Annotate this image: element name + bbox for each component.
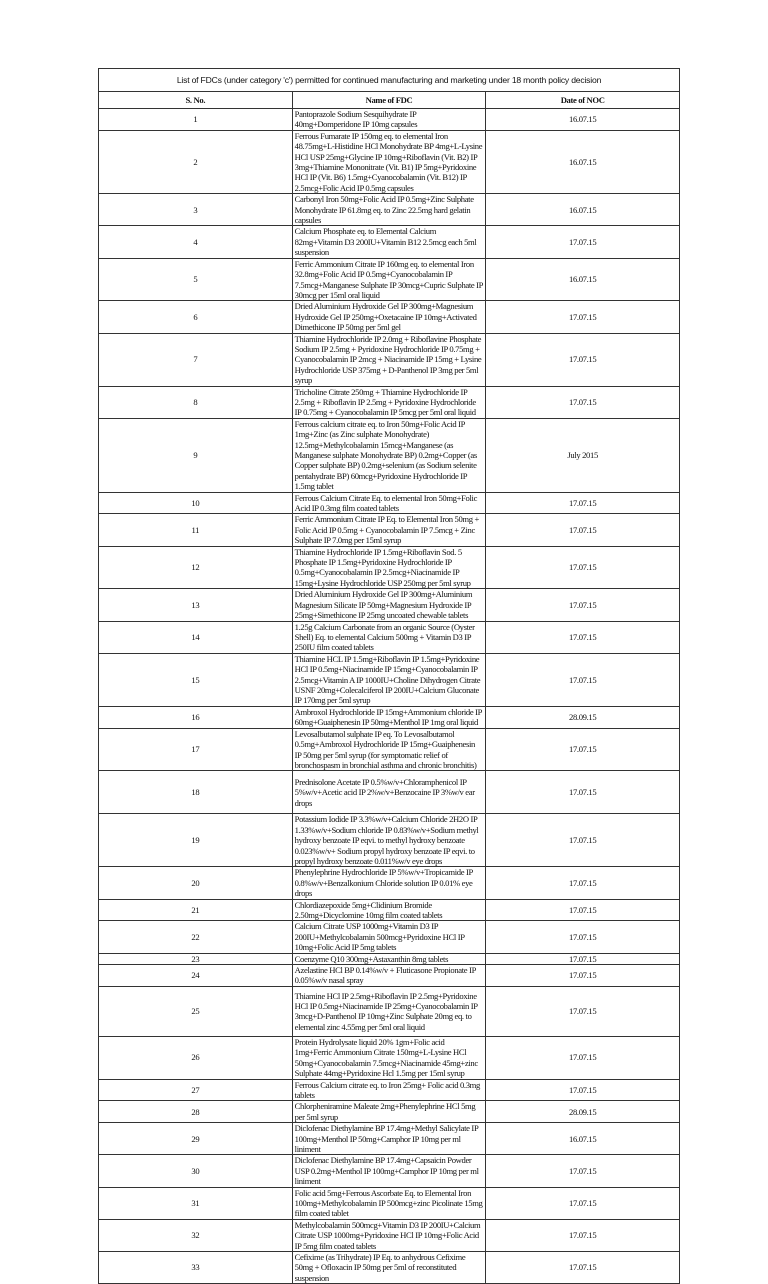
table-row bbox=[99, 226, 680, 258]
row-sno: 3 bbox=[99, 194, 293, 226]
row-noc-date: 17.07.15 bbox=[486, 953, 680, 964]
row-fdc-name: Diclofenac Diethylamine BP 17.4mg+Capsaicin Powder USP 0.2mg+Menthol IP 100mg+Camphor IP 10mg per ml liniment bbox=[292, 1155, 486, 1187]
table-row bbox=[99, 814, 680, 867]
row-sno: 14 bbox=[99, 621, 293, 653]
row-noc-date: 17.07.15 bbox=[486, 899, 680, 921]
row-noc-date: 17.07.15 bbox=[486, 728, 680, 771]
table-row bbox=[99, 194, 680, 226]
row-sno: 4 bbox=[99, 226, 293, 258]
fdc-table bbox=[98, 68, 680, 1284]
table-row bbox=[99, 258, 680, 301]
row-noc-date: 17.07.15 bbox=[486, 814, 680, 867]
table-row bbox=[99, 1101, 680, 1123]
row-fdc-name: Thiamine Hydrochloride IP 1.5mg+Riboflavin Sod. 5 Phosphate IP 1.5mg+Pyridoxine Hydrochloride IP 0.5mg+Cyanocobalamin IP 2.5mcg+Niacinamide IP 15mg+Lysine Hydrochloride USP 250mg per 5ml syrup bbox=[292, 546, 486, 589]
row-sno: 27 bbox=[99, 1079, 293, 1101]
row-noc-date: 17.07.15 bbox=[486, 514, 680, 546]
table-row bbox=[99, 899, 680, 921]
row-fdc-name: Dried Aluminium Hydroxide Gel IP 300mg+Aluminium Magnesium Silicate IP 50mg+Magnesium Hydroxide IP 25mg+Simethicone IP 25mg uncoated chewable tablets bbox=[292, 589, 486, 621]
row-sno: 29 bbox=[99, 1123, 293, 1155]
row-sno: 15 bbox=[99, 653, 293, 706]
row-fdc-name: Azelastine HCl BP 0.14%w/v + Fluticasone Propionate IP 0.05%w/v nasal spray bbox=[292, 965, 486, 987]
row-sno: 23 bbox=[99, 953, 293, 964]
table-row bbox=[99, 1123, 680, 1155]
table-row bbox=[99, 1036, 680, 1079]
row-fdc-name: Protein Hydrolysate liquid 20% 1gm+Folic acid 1mg+Ferric Ammonium Citrate 150mg+L-Lysine HCl 50mg+Cyanocobalamin 7.5mcg+Niacinamide 45mg+zinc Sulphate 44mg+Pyridoxine Hcl 1.5mg per 15ml syrup bbox=[292, 1036, 486, 1079]
table-row bbox=[99, 130, 680, 193]
row-noc-date: 17.07.15 bbox=[486, 921, 680, 953]
row-sno: 16 bbox=[99, 706, 293, 728]
table-row bbox=[99, 1079, 680, 1101]
table-row bbox=[99, 986, 680, 1036]
table-row bbox=[99, 653, 680, 706]
row-fdc-name: Phenylephrine Hydrochloride IP 5%w/v+Tropicamide IP 0.8%w/v+Benzalkonium Chloride solution IP 0.01% eye drops bbox=[292, 867, 486, 899]
row-noc-date: 17.07.15 bbox=[486, 986, 680, 1036]
row-fdc-name: Diclofenac Diethylamine BP 17.4mg+Methyl Salicylate IP 100mg+Menthol IP 50mg+Camphor IP 10mg per ml liniment bbox=[292, 1123, 486, 1155]
row-sno: 30 bbox=[99, 1155, 293, 1187]
table-row bbox=[99, 1187, 680, 1219]
column-header-date: Date of NOC bbox=[486, 92, 680, 109]
row-fdc-name: Ferrous calcium citrate eq. to Iron 50mg+Folic Acid IP 1mg+Zinc (as Zinc sulphate Monohydrate) 12.5mg+Methylcobalamin 15mcg+Manganese (as Manganese sulphate Monohydrate BP) 0.2mg+Copper (as Copper sulphate BP) 0.2mg+selenium (as Sodium selenite pentahydrate BP) 60mcg+Pyridoxine Hydrochloride IP 1.5mg tablet bbox=[292, 418, 486, 492]
row-fdc-name: 1.25g Calcium Carbonate from an organic Source (Oyster Shell) Eq. to elemental Calcium 500mg + Vitamin D3 IP 250IU film coated tablets bbox=[292, 621, 486, 653]
table-row bbox=[99, 1155, 680, 1187]
table-row bbox=[99, 771, 680, 814]
row-fdc-name: Ferrous Calcium citrate eq. to Iron 25mg+ Folic acid 0.3mg tablets bbox=[292, 1079, 486, 1101]
row-noc-date: July 2015 bbox=[486, 418, 680, 492]
row-sno: 19 bbox=[99, 814, 293, 867]
row-fdc-name: Ferrous Calcium Citrate Eq. to elemental Iron 50mg+Folic Acid IP 0.3mg film coated tablets bbox=[292, 492, 486, 514]
row-sno: 21 bbox=[99, 899, 293, 921]
row-sno: 26 bbox=[99, 1036, 293, 1079]
row-fdc-name: Calcium Citrate USP 1000mg+Vitamin D3 IP 200IU+Methylcobalamin 500mcg+Pyridoxine HCl IP 10mg+Folic Acid IP 5mg tablets bbox=[292, 921, 486, 953]
row-fdc-name: Ferrous Fumarate IP 150mg eq. to elemental Iron 48.75mg+L-Histidine HCl Monohydrate BP 4mg+L-Lysine HCl USP 25mg+Glycine IP 10mg+Riboflavin (Vit. B2) IP 3mg+Thiamine Mononitrate (Vit. B1) IP 5mg+Pyridoxine HCl IP (Vit. B6) 1.5mg+Cyanocobalamin (Vit. B12) IP 2.5mcg+Folic Acid IP 0.5mg capsules bbox=[292, 130, 486, 193]
row-sno: 33 bbox=[99, 1252, 293, 1284]
row-fdc-name: Calcium Phosphate eq. to Elemental Calcium 82mg+Vitamin D3 200IU+Vitamin B12 2.5mcg each 5ml suspension bbox=[292, 226, 486, 258]
table-row bbox=[99, 514, 680, 546]
row-fdc-name: Prednisolone Acetate IP 0.5%w/v+Chloramphenicol IP 5%w/v+Acetic acid IP 2%w/v+Benzocaine IP 3%w/v ear drops bbox=[292, 771, 486, 814]
table-row bbox=[99, 418, 680, 492]
row-noc-date: 17.07.15 bbox=[486, 1036, 680, 1079]
table-row bbox=[99, 1252, 680, 1284]
row-sno: 7 bbox=[99, 333, 293, 386]
column-header-sno: S. No. bbox=[99, 92, 293, 109]
table-row bbox=[99, 589, 680, 621]
row-fdc-name: Tricholine Citrate 250mg + Thiamine Hydrochloride IP 2.5mg + Riboflavin IP 2.5mg + Pyridoxine Hydrochloride IP 0.75mg + Cyanocobalamin IP 5mcg per 5ml oral liquid bbox=[292, 386, 486, 418]
table-row bbox=[99, 953, 680, 964]
table-row bbox=[99, 728, 680, 771]
table-row bbox=[99, 867, 680, 899]
table-row bbox=[99, 546, 680, 589]
row-noc-date: 16.07.15 bbox=[486, 130, 680, 193]
row-noc-date: 17.07.15 bbox=[486, 226, 680, 258]
row-noc-date: 17.07.15 bbox=[486, 653, 680, 706]
row-noc-date: 17.07.15 bbox=[486, 301, 680, 333]
row-fdc-name: Dried Aluminium Hydroxide Gel IP 300mg+Magnesium Hydroxide Gel IP 250mg+Oxetacaine IP 10mg+Activated Dimethicone IP 50mg per 5ml gel bbox=[292, 301, 486, 333]
row-noc-date: 17.07.15 bbox=[486, 589, 680, 621]
row-fdc-name: Ferric Ammonium Citrate IP Eq. to Elemental Iron 50mg + Folic Acid IP 0.5mg + Cyanocobalamin IP 7.5mcg + Zinc Sulphate IP 7.0mg per 15ml syrup bbox=[292, 514, 486, 546]
row-fdc-name: Ambroxol Hydrochloride IP 15mg+Ammonium chloride IP 60mg+Guaiphenesin IP 50mg+Menthol IP 1mg oral liquid bbox=[292, 706, 486, 728]
row-noc-date: 28.09.15 bbox=[486, 706, 680, 728]
row-noc-date: 17.07.15 bbox=[486, 1155, 680, 1187]
row-sno: 2 bbox=[99, 130, 293, 193]
row-fdc-name: Thiamine HCl IP 2.5mg+Riboflavin IP 2.5mg+Pyridoxine HCl IP 0.5mg+Niacinamide IP 25mg+Cyanocobalamin IP 3mcg+D-Panthenol IP 10mg+Zinc Sulphate 20mg eq. to elemental zinc 4.55mg per 5ml oral liquid bbox=[292, 986, 486, 1036]
row-noc-date: 17.07.15 bbox=[486, 492, 680, 514]
table-row bbox=[99, 109, 680, 131]
row-noc-date: 17.07.15 bbox=[486, 1187, 680, 1219]
row-sno: 22 bbox=[99, 921, 293, 953]
row-sno: 31 bbox=[99, 1187, 293, 1219]
row-sno: 25 bbox=[99, 986, 293, 1036]
table-row bbox=[99, 492, 680, 514]
row-noc-date: 17.07.15 bbox=[486, 1252, 680, 1284]
row-fdc-name: Ferric Ammonium Citrate IP 160mg eq. to elemental Iron 32.8mg+Folic Acid IP 0.5mg+Cyanocobalamin IP 7.5mcg+Manganese Sulphate IP 30mcg+Cupric Sulphate IP 30mcg per 15ml oral liquid bbox=[292, 258, 486, 301]
row-sno: 18 bbox=[99, 771, 293, 814]
row-fdc-name: Thiamine HCL IP 1.5mg+Riboflavin IP 1.5mg+Pyridoxine HCl IP 0.5mg+Niacinamide IP 15mg+Cyanocobalamin IP 2.5mcg+Vitamin A IP 1000IU+Choline Dihydrogen Citrate USNF 20mg+Colecalciferol IP 200IU+Calcium Gluconate IP 170mg per 5ml syrup bbox=[292, 653, 486, 706]
row-fdc-name: Chlorpheniramine Maleate 2mg+Phenylephrine HCl 5mg per 5ml syrup bbox=[292, 1101, 486, 1123]
row-noc-date: 17.07.15 bbox=[486, 333, 680, 386]
row-sno: 5 bbox=[99, 258, 293, 301]
row-noc-date: 28.09.15 bbox=[486, 1101, 680, 1123]
row-noc-date: 17.07.15 bbox=[486, 1219, 680, 1251]
row-noc-date: 16.07.15 bbox=[486, 258, 680, 301]
table-row bbox=[99, 965, 680, 987]
row-sno: 24 bbox=[99, 965, 293, 987]
table-row bbox=[99, 386, 680, 418]
row-noc-date: 16.07.15 bbox=[486, 194, 680, 226]
table-row bbox=[99, 921, 680, 953]
row-sno: 8 bbox=[99, 386, 293, 418]
row-sno: 32 bbox=[99, 1219, 293, 1251]
table-row bbox=[99, 1219, 680, 1251]
row-noc-date: 17.07.15 bbox=[486, 621, 680, 653]
row-fdc-name: Levosalbutamol sulphate IP eq. To Levosalbutamol 0.5mg+Ambroxol Hydrochloride IP 15mg+Guaiphenesin IP 50mg per 5ml syrup (for symptomatic relief of bronchospasm in bronchial asthma and chronic bronchitis) bbox=[292, 728, 486, 771]
row-sno: 13 bbox=[99, 589, 293, 621]
table-row bbox=[99, 621, 680, 653]
row-sno: 6 bbox=[99, 301, 293, 333]
row-sno: 11 bbox=[99, 514, 293, 546]
row-fdc-name: Chlordiazepoxide 5mg+Clidinium Bromide 2.50mg+Dicyclomine 10mg film coated tablets bbox=[292, 899, 486, 921]
row-sno: 12 bbox=[99, 546, 293, 589]
row-fdc-name: Pantoprazole Sodium Sesquihydrate IP 40mg+Domperidone IP 10mg capsules bbox=[292, 109, 486, 131]
row-fdc-name: Folic acid 5mg+Ferrous Ascorbate Eq. to Elemental Iron 100mg+Methylcobalamin IP 500mcg+zinc Picolinate 15mg film coated tablet bbox=[292, 1187, 486, 1219]
row-fdc-name: Potassium Iodide IP 3.3%w/v+Calcium Chloride 2H2O IP 1.33%w/v+Sodium chloride IP 0.83%w/v+Sodium methyl hydroxy benzoate IP eqvi. to methyl hydroxy benzoate 0.023%w/v+ Sodium propyl hydroxy benzoate IP eqvi. to propyl hydroxy benzoate 0.011%w/v eye drops bbox=[292, 814, 486, 867]
row-noc-date: 17.07.15 bbox=[486, 965, 680, 987]
row-sno: 9 bbox=[99, 418, 293, 492]
row-noc-date: 17.07.15 bbox=[486, 386, 680, 418]
table-row bbox=[99, 706, 680, 728]
row-noc-date: 16.07.15 bbox=[486, 109, 680, 131]
row-noc-date: 17.07.15 bbox=[486, 867, 680, 899]
row-fdc-name: Thiamine Hydrochloride IP 2.0mg + Riboflavine Phosphate Sodium IP 2.5mg + Pyridoxine Hydrochloride IP 0.75mg + Cyanocobalamin IP 2mcg + Niacinamide IP 15mg + Lysine Hydrochloride USP 375mg + D-Panthenol IP 3mg per 5ml syrup bbox=[292, 333, 486, 386]
table-title: List of FDCs (under category 'c') permitted for continued manufacturing and marketing under 18 month policy decision bbox=[99, 69, 680, 92]
row-noc-date: 16.07.15 bbox=[486, 1123, 680, 1155]
row-fdc-name: Methylcobalamin 500mcg+Vitamin D3 IP 200IU+Calcium Citrate USP 1000mg+Pyridoxine HCl IP 10mg+Folic Acid IP 5mg film coated tablets bbox=[292, 1219, 486, 1251]
table-body bbox=[99, 109, 680, 1284]
row-noc-date: 17.07.15 bbox=[486, 546, 680, 589]
row-fdc-name: Carbonyl Iron 50mg+Folic Acid IP 0.5mg+Zinc Sulphate Monohydrate IP 61.8mg eq. to Zinc 22.5mg hard gelatin capsules bbox=[292, 194, 486, 226]
row-sno: 20 bbox=[99, 867, 293, 899]
row-sno: 17 bbox=[99, 728, 293, 771]
row-fdc-name: Coenzyme Q10 300mg+Astaxanthin 8mg tablets bbox=[292, 953, 486, 964]
row-fdc-name: Cefixime (as Trihydrate) IP Eq. to anhydrous Cefixime 50mg + Ofloxacin IP 50mg per 5ml of reconstituted suspension bbox=[292, 1252, 486, 1284]
row-sno: 10 bbox=[99, 492, 293, 514]
column-header-name: Name of FDC bbox=[292, 92, 486, 109]
table-row bbox=[99, 301, 680, 333]
row-sno: 1 bbox=[99, 109, 293, 131]
row-noc-date: 17.07.15 bbox=[486, 771, 680, 814]
row-sno: 28 bbox=[99, 1101, 293, 1123]
row-noc-date: 17.07.15 bbox=[486, 1079, 680, 1101]
table-row bbox=[99, 333, 680, 386]
